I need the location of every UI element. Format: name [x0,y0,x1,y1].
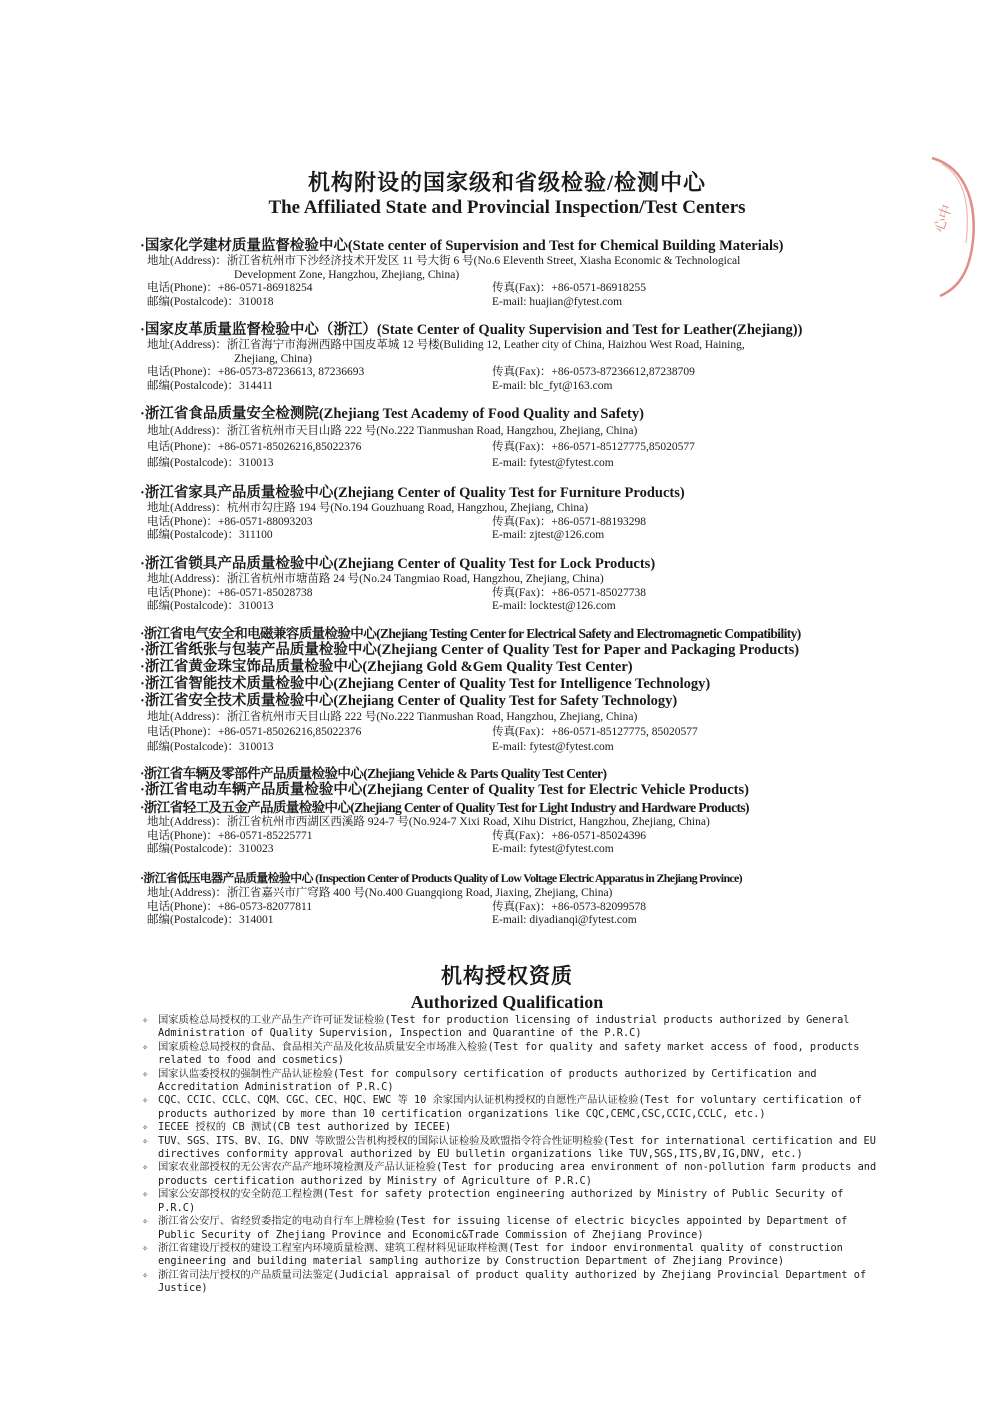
email-text: E-mail: fytest@fytest.com [492,457,614,469]
diamond-bullet-icon: ✧ [142,1188,149,1201]
contact-row [140,380,890,394]
center-heading: ·浙江省电气安全和电磁兼容质量检验中心(Zhejiang Testing Center for Electrical Safety and Electromagnetic Compatibility) [140,626,801,641]
authorization-item: ✧ CQC、CCIC、CCLC、CQM、CGC、CEC、HQC、EWC 等 10 余家国内认证机构授权的自愿性产品认证检验(Test for voluntary certification of products authorized by more than 10 certification organizations like CQC,CEMC,CSC,CCIC,CCLC, etc.) [142,1094,862,1120]
contact-row [140,529,890,543]
center-heading: ·国家化学建材质量监督检验中心(State center of Supervision and Test for Chemical Building Materials) [140,238,784,254]
authorization-item: ✧ 浙江省建设厅授权的建设工程室内环境质量检测、建筑工程材料见证取样检测(Test for indoor environmental quality of construction engineering and building material sampling authorize by Construction Department of Zhejiang Province) [142,1241,843,1268]
contact-row [140,600,890,614]
fax-text: 传真(Fax)：+86-0571-85127775,85020577 [492,441,695,453]
diamond-bullet-icon: ✧ [142,1241,149,1254]
center-heading: ·浙江省低压电器产品质量检验中心 (Inspection Center of Products Quality of Low Voltage Electric Apparatus in Zhejiang Province) [140,871,742,885]
svg-text:心中: 心中 [931,202,956,235]
phone-text: 电话(Phone)：+86-0571-88093203 [147,515,313,528]
postal-text: 邮编(Postalcode)：311100 [147,529,273,541]
address-line: Development Zone, Hangzhou, Zhejiang, China) [234,268,460,281]
authorization-item: ✧ 国家质检总局授权的工业产品生产许可证发证检验(Test for production licensing of industrial products authorized by General Administration of Quality Supervision, Inspection and Quarantine of the P.R.C) [142,1014,850,1040]
fax-text: 传真(Fax)：+86-0571-85127775, 85020577 [492,726,698,738]
email-text: E-mail: huajian@fytest.com [492,295,623,308]
center-block [140,406,890,471]
postal-text: 邮编(Postalcode)：314001 [147,914,274,926]
postal-text: 邮编(Postalcode)：310013 [147,600,274,612]
fax-text: 传真(Fax)：+86-0571-85027738 [492,586,647,599]
center-block [140,765,890,857]
email-text: E-mail: fytest@fytest.com [492,843,614,855]
contact-row [140,843,890,857]
contact-row [140,439,890,455]
address-line: 地址(Address)：杭州市勾庄路 194 号(No.194 Gouzhuang Road, Hangzhou, Zhejiang, China) [147,502,589,514]
center-heading: ·浙江省安全技术质量检验中心(Zhejiang Center of Quality Test for Safety Technology) [140,693,678,709]
fax-text: 传真(Fax)：+86-0571-86918255 [492,282,647,294]
authorization-item: ✧ 浙江省公安厅、省经贸委指定的电动自行车上牌检验(Test for issuing license of electric bicycles appointed by Department of Public Security of Zhejiang Province and Economic&Trade Commission of Zhejiang Province) [142,1215,848,1241]
phone-text: 电话(Phone)：+86-0573-87236613, 87236693 [147,366,365,378]
fax-text: 传真(Fax)：+86-0571-85024396 [492,829,647,842]
center-heading: ·浙江省轻工及五金产品质量检验中心(Zhejiang Center of Quality Test for Light Industry and Hardware Products) [140,800,749,815]
authorization-list [142,1014,880,1296]
authorization-item: ✧ TUV、SGS、ITS、BV、IG、DNV 等欧盟公告机构授权的国际认证检验及欧盟指令符合性证明检验(Test for international certification and EU directives conformity approval authorized by EU bulletin organizations like TUV,SGS,ITS,BV,IG,DNV, etc.) [142,1134,876,1161]
center-heading: ·浙江省车辆及零部件产品质量检验中心(Zhejiang Vehicle & Parts Quality Test Center) [140,766,607,781]
diamond-bullet-icon: ✧ [142,1215,149,1228]
phone-text: 电话(Phone)：+86-0573-82077811 [147,900,313,913]
fax-text: 传真(Fax)：+86-0571-88193298 [492,515,647,528]
postal-text: 邮编(Postalcode)：310013 [147,741,274,753]
email-text: E-mail: fytest@fytest.com [492,741,614,753]
diamond-bullet-icon: ✧ [142,1134,149,1147]
center-block [140,322,890,393]
address-line: 地址(Address)：浙江省杭州市西湖区西溪路 924-7 号(No.924-7 Xixi Road, Xihu District, Hangzhou, Zhejiang, China) [147,816,710,828]
authorization-item: ✧ 国家农业部授权的无公害农产品产地环境检测及产品认证检验(Test for producing area environment of non-pollution farm products and products certification authorized by Ministry of Agriculture of P.R.C) [142,1161,877,1187]
center-heading: ·浙江省食品质量安全检测院(Zhejiang Test Academy of Food Quality and Safety) [140,406,644,422]
center-heading: ·浙江省黄金珠宝饰品质量检验中心(Zhejiang Gold &Gem Quality Test Center) [140,659,633,675]
center-heading: ·浙江省智能技术质量检验中心(Zhejiang Center of Quality Test for Intelligence Technology) [140,676,711,692]
postal-text: 邮编(Postalcode)：310013 [147,457,274,469]
center-heading: ·浙江省家具产品质量检验中心(Zhejiang Center of Quality Test for Furniture Products) [140,485,685,501]
postal-text: 邮编(Postalcode)：310018 [147,295,274,308]
authorization-item: ✧ 国家公安部授权的安全防范工程检测(Test for safety protection engineering authorized by Ministry of Public Security of P.R.C) [142,1188,844,1214]
address-line: 地址(Address)：浙江省杭州市下沙经济技术开发区 11 号大街 6 号(No.6 Eleventh Street, Xiasha Economic & Technological [147,255,741,267]
address-line: 地址(Address)：浙江省杭州市塘苗路 24 号(No.24 Tangmiao Road, Hangzhou, Zhejiang, China) [147,573,604,585]
address-line: 地址(Address)：浙江省杭州市天目山路 222 号(No.222 Tianmushan Road, Hangzhou, Zhejiang, China) [147,711,638,723]
authorization-item: ✧ 国家认监委授权的强制性产品认证检验(Test for compulsory certification of products authorized by Certification and Accreditation Administration of P.R.C) [142,1067,817,1094]
section-title-english: Authorized Qualification [410,992,604,1012]
center-heading: ·国家皮革质量监督检验中心（浙江）(State Center of Quality Supervision and Test for Leather(Zhejiang)) [140,322,803,338]
diamond-bullet-icon: ✧ [142,1067,149,1080]
contact-row [140,587,890,601]
email-text: E-mail: locktest@126.com [492,600,616,612]
email-text: E-mail: zjtest@126.com [492,529,605,541]
page-title-english: The Affiliated State and Provincial Inspection/Test Centers [268,197,746,218]
address-line: 地址(Address)：浙江省海宁市海洲西路中国皮革城 12 号楼(Buliding 12, Leather city of China, Haizhou West Road, Haining, [147,339,745,351]
contact-row [140,740,890,755]
address-line: 地址(Address)：浙江省嘉兴市广穹路 400 号(No.400 Guangqiong Road, Jiaxing, Zhejiang, China) [147,887,613,899]
phone-text: 电话(Phone)：+86-0571-85225771 [147,829,313,842]
center-block [140,556,890,614]
center-block [140,238,890,309]
center-heading: ·浙江省纸张与包装产品质量检验中心(Zhejiang Center of Quality Test for Paper and Packaging Products) [140,642,800,658]
page-title-chinese: 机构附设的国家级和省级检验/检测中心 [307,170,707,195]
email-text: E-mail: diyadianqi@fytest.com [492,914,637,926]
contact-row [140,455,890,471]
section-title-chinese: 机构授权资质 [441,964,573,988]
center-heading: ·浙江省电动车辆产品质量检验中心(Zhejiang Center of Quality Test for Electric Vehicle Products) [140,782,749,798]
diamond-bullet-icon: ✧ [142,1014,149,1026]
diamond-bullet-icon: ✧ [142,1161,149,1174]
postal-text: 邮编(Postalcode)：310023 [147,843,274,855]
email-text: E-mail: blc_fyt@163.com [492,379,613,392]
phone-text: 电话(Phone)：+86-0571-85026216,85022376 [147,441,362,453]
fax-text: 传真(Fax)：+86-0573-82099578 [492,900,647,913]
authorization-item: ✧ 浙江省司法厅授权的产品质量司法鉴定(Judicial appraisal of product quality authorized by Zhejiang Provincial Department of Justice) [142,1268,867,1295]
diamond-bullet-icon: ✧ [142,1094,149,1107]
diamond-bullet-icon: ✧ [142,1121,149,1134]
diamond-bullet-icon: ✧ [142,1268,149,1281]
fax-text: 传真(Fax)：+86-0573-87236612,87238709 [492,366,695,378]
contact-row [140,366,890,380]
contact-row [140,914,890,928]
center-block [140,625,890,755]
authorization-item: ✧ 国家质检总局授权的食品、食品相关产品及化妆品质量安全市场准入检验(Test for quality and safety market access of food, products related to food and cosmetics) [142,1040,860,1067]
postal-text: 邮编(Postalcode)：314411 [147,379,274,392]
center-block [140,485,890,543]
address-line: Zhejiang, China) [234,352,312,365]
contact-row [140,830,890,844]
contact-row [140,296,890,310]
contact-row [140,725,890,740]
diamond-bullet-icon: ✧ [142,1040,149,1053]
contact-row [140,901,890,915]
center-heading: ·浙江省锁具产品质量检验中心(Zhejiang Center of Quality Test for Lock Products) [140,556,656,572]
phone-text: 电话(Phone)：+86-0571-86918254 [147,282,313,294]
address-line: 地址(Address)：浙江省杭州市天目山路 222 号(No.222 Tianmushan Road, Hangzhou, Zhejiang, China) [147,425,638,437]
phone-text: 电话(Phone)：+86-0571-85026216,85022376 [147,726,362,738]
contact-row [140,516,890,530]
center-block [140,870,890,928]
contact-row [140,282,890,296]
phone-text: 电话(Phone)：+86-0571-85028738 [147,586,313,599]
authorization-item: ✧ IECEE 授权的 CB 测试(CB test authorized by IECEE) [142,1121,452,1134]
